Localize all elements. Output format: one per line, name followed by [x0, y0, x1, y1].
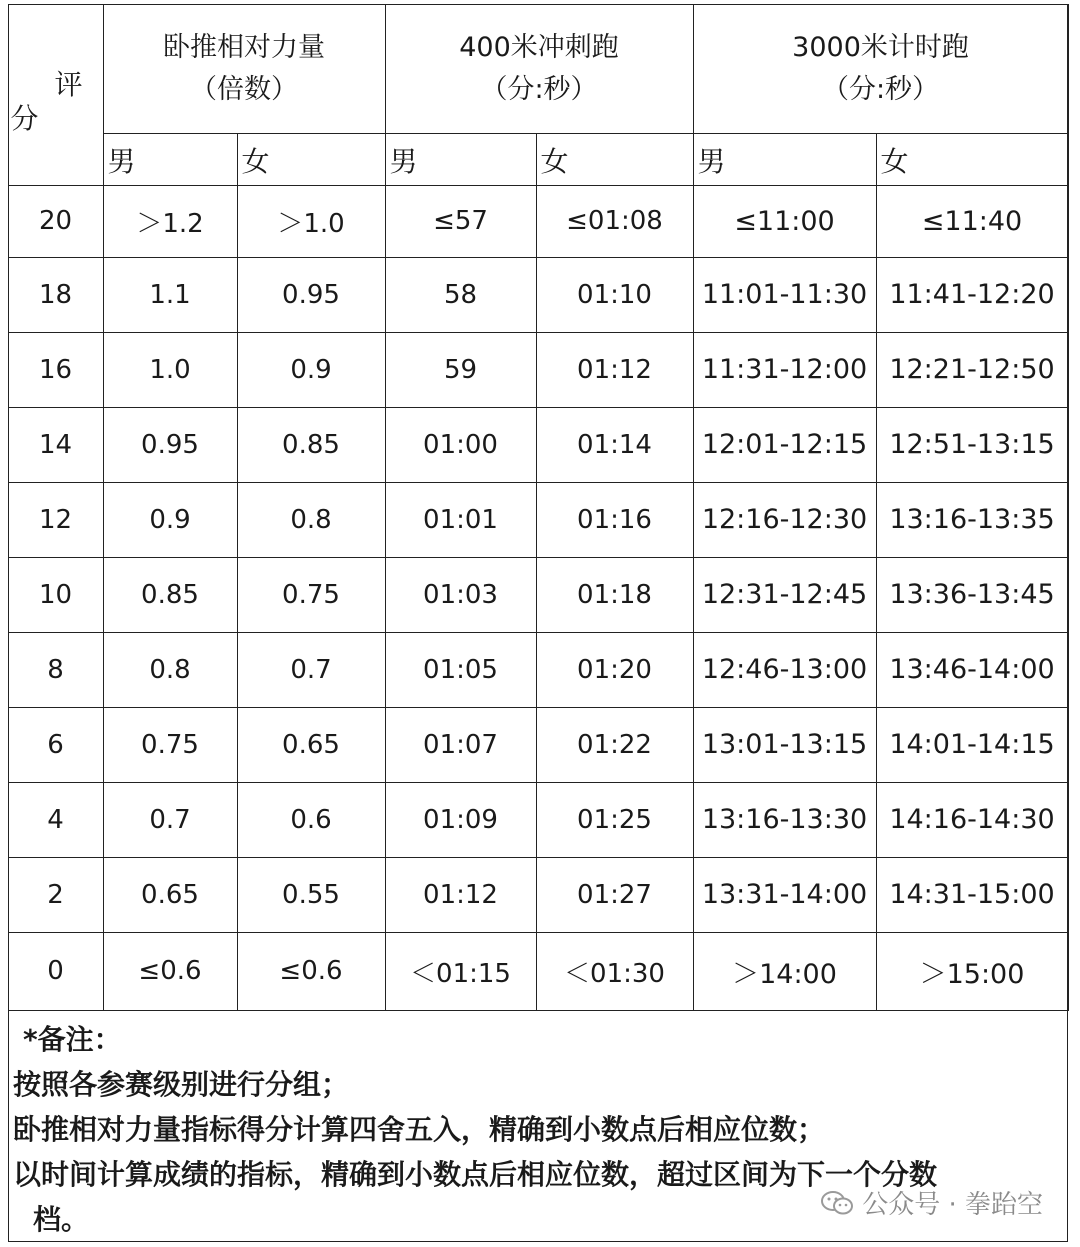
- table-row: [8, 257, 1068, 332]
- value-cell: 12:51-13:15: [876, 407, 1068, 482]
- table-row: [8, 632, 1068, 707]
- corner-label-fen: 分: [10, 101, 39, 135]
- sex-label: 女: [237, 133, 385, 185]
- score-cell: 0: [8, 932, 103, 1010]
- score-table-document: [8, 4, 1068, 1242]
- notes-line: 卧推相对力量指标得分计算四舍五入，精确到小数点后相应位数；: [13, 1113, 826, 1146]
- score-cell: 8: [8, 632, 103, 707]
- value-cell: 0.9: [103, 482, 237, 557]
- header-400m-unit: （分:秒）: [480, 73, 598, 105]
- value-cell: 0.9: [237, 332, 385, 407]
- value-cell: 01:16: [536, 482, 693, 557]
- value-cell: 0.85: [103, 557, 237, 632]
- watermark: [820, 1184, 1043, 1221]
- value-cell: 0.8: [237, 482, 385, 557]
- value-cell: 01:00: [385, 407, 536, 482]
- value-cell: 12:21-12:50: [876, 332, 1068, 407]
- value-cell: 11:01-11:30: [693, 257, 876, 332]
- value-cell: 14:01-14:15: [876, 707, 1068, 782]
- value-cell: ≤01:08: [536, 185, 693, 257]
- value-cell: 0.95: [103, 407, 237, 482]
- value-cell: 12:46-13:00: [693, 632, 876, 707]
- sex-label: 男: [693, 133, 876, 185]
- value-cell: 01:10: [536, 257, 693, 332]
- watermark-text: 公众号 · 拳跆空: [862, 1190, 1043, 1220]
- table-row: [8, 932, 1068, 1010]
- value-cell: 01:18: [536, 557, 693, 632]
- value-cell: 01:14: [536, 407, 693, 482]
- header-3000m: [693, 4, 1068, 133]
- table-row: [8, 782, 1068, 857]
- notes-line: 按照各参赛级别进行分组；: [13, 1068, 350, 1101]
- value-cell: 01:22: [536, 707, 693, 782]
- value-cell: 01:05: [385, 632, 536, 707]
- value-cell: ≤0.6: [103, 932, 237, 1010]
- score-table: [8, 4, 1069, 1011]
- value-cell: ＜01:30: [536, 932, 693, 1010]
- value-cell: 0.75: [237, 557, 385, 632]
- sex-label: 男: [385, 133, 536, 185]
- score-cell: 20: [8, 185, 103, 257]
- header-corner: [8, 4, 103, 185]
- value-cell: ＜01:15: [385, 932, 536, 1010]
- value-cell: 13:01-13:15: [693, 707, 876, 782]
- value-cell: 0.6: [237, 782, 385, 857]
- table-row: [8, 332, 1068, 407]
- header-400m: [385, 4, 693, 133]
- score-cell: 2: [8, 857, 103, 932]
- value-cell: 11:31-12:00: [693, 332, 876, 407]
- notes-title: *备注：: [23, 1023, 122, 1056]
- header-bench-press: [103, 4, 385, 133]
- value-cell: 01:09: [385, 782, 536, 857]
- score-cell: 12: [8, 482, 103, 557]
- score-cell: 18: [8, 257, 103, 332]
- corner-label-ping: 评: [54, 67, 83, 101]
- value-cell: 01:20: [536, 632, 693, 707]
- wechat-icon: [820, 1190, 854, 1216]
- value-cell: 13:36-13:45: [876, 557, 1068, 632]
- score-cell: 16: [8, 332, 103, 407]
- value-cell: ＞1.2: [103, 185, 237, 257]
- value-cell: ≤57: [385, 185, 536, 257]
- value-cell: 01:12: [536, 332, 693, 407]
- value-cell: ＞15:00: [876, 932, 1068, 1010]
- header-3000m-title: 3000米计时跑: [792, 31, 969, 63]
- header-row-1: [8, 4, 1068, 133]
- value-cell: 11:41-12:20: [876, 257, 1068, 332]
- value-cell: 58: [385, 257, 536, 332]
- value-cell: 14:16-14:30: [876, 782, 1068, 857]
- score-cell: 4: [8, 782, 103, 857]
- header-bench-press-unit: （倍数）: [190, 73, 298, 105]
- value-cell: ＞1.0: [237, 185, 385, 257]
- notes-line: 档。: [33, 1203, 90, 1236]
- value-cell: 13:31-14:00: [693, 857, 876, 932]
- value-cell: 0.8: [103, 632, 237, 707]
- value-cell: 01:03: [385, 557, 536, 632]
- value-cell: 01:25: [536, 782, 693, 857]
- value-cell: 0.7: [237, 632, 385, 707]
- table-row: [8, 482, 1068, 557]
- value-cell: 01:07: [385, 707, 536, 782]
- value-cell: 12:01-12:15: [693, 407, 876, 482]
- value-cell: 01:12: [385, 857, 536, 932]
- header-bench-press-title: 卧推相对力量: [163, 31, 325, 63]
- value-cell: ≤11:00: [693, 185, 876, 257]
- value-cell: 1.0: [103, 332, 237, 407]
- table-row: [8, 557, 1068, 632]
- sex-label: 男: [103, 133, 237, 185]
- table-row: [8, 857, 1068, 932]
- value-cell: ＞14:00: [693, 932, 876, 1010]
- value-cell: 0.7: [103, 782, 237, 857]
- value-cell: 12:16-12:30: [693, 482, 876, 557]
- value-cell: 12:31-12:45: [693, 557, 876, 632]
- value-cell: 01:01: [385, 482, 536, 557]
- value-cell: 13:16-13:35: [876, 482, 1068, 557]
- value-cell: 0.75: [103, 707, 237, 782]
- value-cell: 14:31-15:00: [876, 857, 1068, 932]
- value-cell: 59: [385, 332, 536, 407]
- table-row: [8, 407, 1068, 482]
- table-row: [8, 185, 1068, 257]
- value-cell: ≤0.6: [237, 932, 385, 1010]
- value-cell: 1.1: [103, 257, 237, 332]
- score-cell: 10: [8, 557, 103, 632]
- value-cell: 13:46-14:00: [876, 632, 1068, 707]
- value-cell: 0.55: [237, 857, 385, 932]
- score-cell: 14: [8, 407, 103, 482]
- value-cell: 0.85: [237, 407, 385, 482]
- value-cell: 13:16-13:30: [693, 782, 876, 857]
- header-400m-title: 400米冲刺跑: [459, 31, 619, 63]
- notes-line: 以时间计算成绩的指标，精确到小数点后相应位数，超过区间为下一个分数: [13, 1158, 938, 1191]
- value-cell: 0.95: [237, 257, 385, 332]
- header-3000m-unit: （分:秒）: [821, 73, 940, 105]
- value-cell: 01:27: [536, 857, 693, 932]
- table-row: [8, 707, 1068, 782]
- value-cell: 0.65: [237, 707, 385, 782]
- header-row-sex: [8, 133, 1068, 185]
- value-cell: ≤11:40: [876, 185, 1068, 257]
- value-cell: 0.65: [103, 857, 237, 932]
- score-cell: 6: [8, 707, 103, 782]
- sex-label: 女: [876, 133, 1068, 185]
- sex-label: 女: [536, 133, 693, 185]
